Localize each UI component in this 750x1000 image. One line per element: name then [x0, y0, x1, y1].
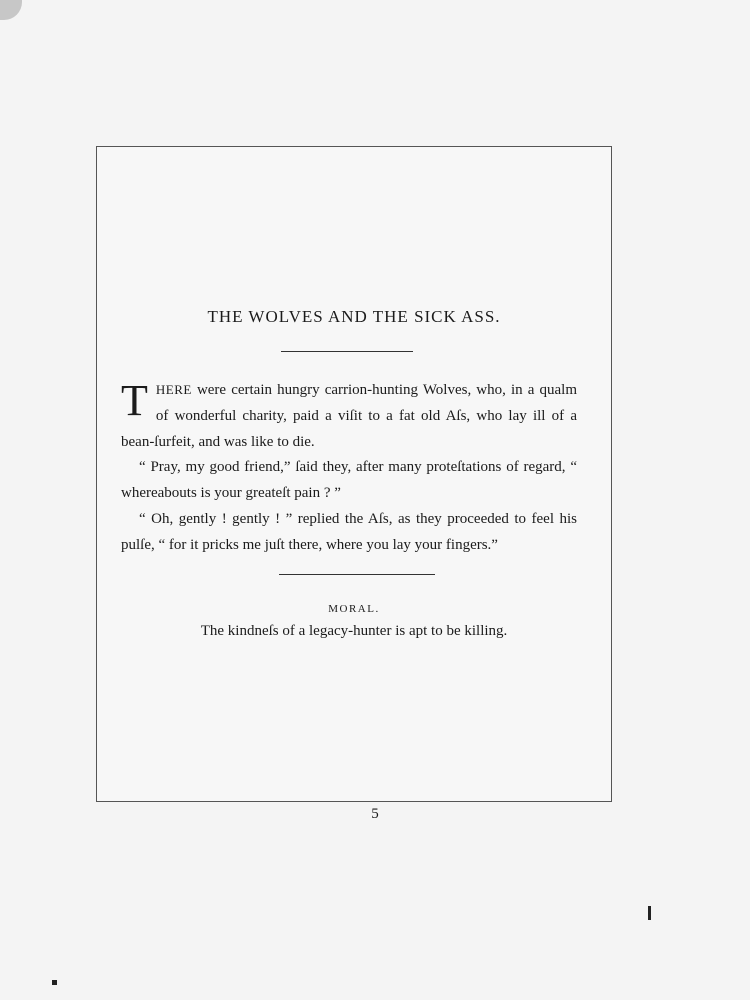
ink-speck	[52, 980, 57, 985]
ink-mark	[648, 906, 651, 920]
paragraph-2: “ Pray, my good friend,” ſaid they, after many proteſtations of regard, “ whereabouts is your greateſt pain ? ”	[121, 459, 577, 502]
drop-cap: T	[121, 376, 148, 425]
corner-smudge	[0, 0, 22, 20]
page-title: THE WOLVES AND THE SICK ASS.	[207, 307, 501, 326]
paragraph-1-text: were certain hungry carrion-hunting Wolves, who, in a qualm of wonderful charity, paid a viſit to a fat old Aſs, who lay ill of a bean-ſurfeit, and was like to die.	[121, 382, 577, 450]
title-rule	[281, 351, 413, 352]
moral-heading: MORAL.	[328, 603, 380, 615]
paragraph-1	[121, 377, 577, 455]
page-frame	[96, 146, 612, 802]
fable-text	[121, 377, 577, 559]
moral-text: The kindneſs of a legacy-hunter is apt to be killing.	[200, 623, 508, 639]
first-word-rest: HERE	[155, 382, 192, 397]
paragraph-3: “ Oh, gently ! gently ! ” replied the Aſs, as they proceeded to feel his pulſe, “ for it pricks me juſt there, where you lay your fingers.”	[121, 510, 577, 553]
moral-rule	[279, 574, 435, 575]
page-number: 5	[371, 806, 379, 822]
